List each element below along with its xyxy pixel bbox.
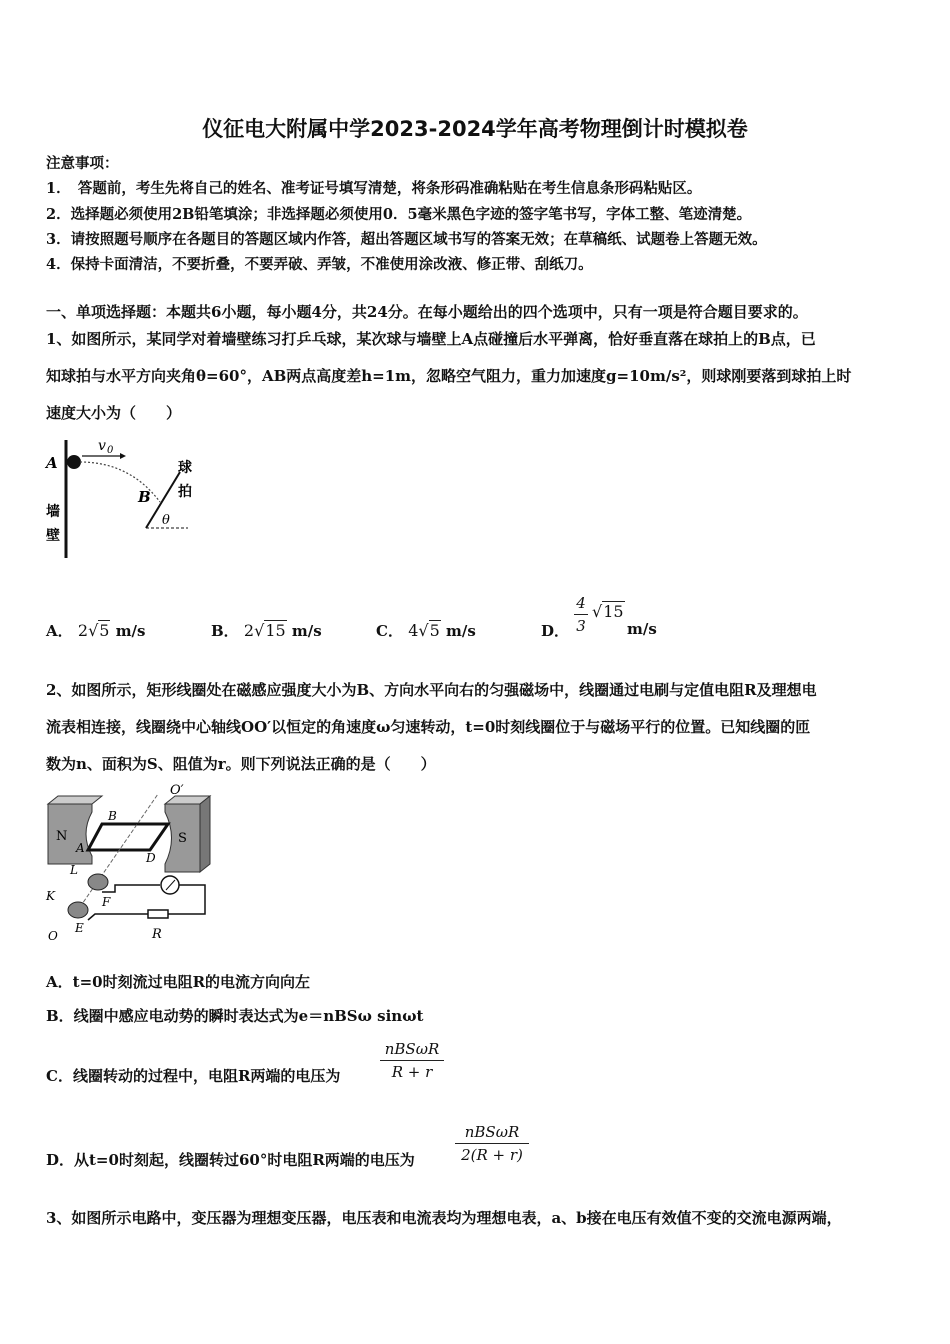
fraction-numerator: nBSωR [384,1040,440,1058]
slip-ring-2 [68,902,88,918]
q2-figure [40,782,215,944]
option-radicand: 5 [429,621,440,640]
label-wall-2: 壁 [46,528,60,544]
option-coef: 2 [77,621,89,640]
label-R: R [152,927,162,942]
resistor [148,910,168,918]
label-S: S [178,831,187,846]
q2-option-b[interactable]: B．线圈中感应电动势的瞬时表达式为e＝nBSω sinωt [46,1007,424,1025]
option-coef: 4 [408,621,419,640]
option-unit: m/s [446,622,476,640]
section-heading: 一、单项选择题：本题共6小题，每小题4分，共24分。在每小题给出的四个选项中，只有一项是符合题目要求的。 [46,303,808,321]
q1-option-a[interactable] [46,620,145,641]
q2-option-c[interactable]: C．线圈转动的过程中，电阻R两端的电压为 [46,1067,341,1085]
q2-line-1: 2、如图所示，矩形线圈处在磁感应强度大小为B、方向水平向右的匀强磁场中，线圈通过电刷与定值电阻R及理想电 [46,681,817,699]
fraction-denominator: R + r [391,1063,433,1081]
option-coef: 2 [243,621,255,640]
fraction-bar [574,614,588,615]
notice-item-2: 2．选择题必须使用2B铅笔填涂；非选择题必须使用0．5毫米黑色字迹的签字笔书写，字体工整、笔迹清楚。 [46,206,752,223]
label-D: D [146,851,156,865]
page-title: 仪征电大附属中学2023-2024学年高考物理倒计时模拟卷 [202,117,748,141]
notice-heading: 注意事项： [46,155,119,172]
q2-line-2: 流表相连接，线圈绕中心轴线OO′以恒定的角速度ω匀速转动，t=0时刻线圈位于与磁场平行的位置。已知线圈的匝 [46,718,811,736]
q2-option-d-fraction [455,1123,529,1164]
fraction-bar [380,1060,444,1061]
label-N: N [56,829,68,844]
q2-line-3: 数为n、面积为S、阻值为r。则下列说法正确的是（ ） [46,755,436,773]
q1-line-1: 1、如图所示，某同学对着墙壁练习打乒乓球，某次球与墙壁上A点碰撞后水平弹离，恰好垂直落在球拍上的B点，已 [46,330,816,348]
sqrt-sign: √ [254,621,265,640]
q1-line-3: 速度大小为（ ） [46,404,182,422]
sqrt-sign: √ [418,621,429,640]
q2-option-c-fraction [380,1040,444,1081]
option-label: C． [376,622,403,640]
magnet-south-side [200,796,210,872]
label-O: O [48,929,58,943]
label-F: F [102,895,111,909]
option-unit: m/s [115,622,146,640]
sqrt-sign: √ [88,621,99,640]
q3-line-1: 3、如图所示电路中，变压器为理想变压器，电压表和电流表均为理想电表，a、b接在电压有效值不变的交流电源两端， [46,1209,842,1227]
q2-option-d[interactable]: D．从t=0时刻起，线圈转过60°时电阻R两端的电压为 [46,1151,415,1169]
label-v0: v [98,438,106,454]
notice-item-3: 3．请按照题号顺序在各题目的答题区域内作答，超出答题区域书写的答案无效；在草稿纸、试题卷上答题无效。 [46,231,767,248]
magnet-north-top [48,796,102,804]
notice-item-1: 1． 答题前，考生先将自己的姓名、准考证号填写清楚，将条形码准确粘贴在考生信息条形码粘贴区。 [46,180,702,197]
q1-figure [40,430,210,565]
option-label: A． [46,622,73,640]
fraction-bar [455,1143,529,1144]
fraction-denominator: 3 [576,617,586,635]
q1-option-b[interactable] [211,620,322,641]
wire-bottom [88,914,148,920]
q1-option-d-unit: m/s [627,620,657,638]
q1-option-d-fraction [574,594,588,635]
slip-ring-1 [88,874,108,890]
option-label: B． [211,622,239,640]
label-K: K [46,889,55,903]
label-L: L [70,863,78,877]
option-radicand: 15 [265,621,286,640]
label-E: E [75,921,84,935]
label-wall-1: 墙 [46,504,60,520]
q2-option-a[interactable]: A．t=0时刻流过电阻R的电流方向向左 [46,973,311,991]
option-radicand: 5 [99,621,110,640]
label-racket-1: 球 [178,460,192,476]
option-unit: m/s [291,622,322,640]
ball [67,455,81,469]
label-A: A [46,454,58,472]
fraction-denominator: 2(R + r) [461,1146,523,1164]
q1-option-c[interactable] [376,620,476,641]
q1-line-2: 知球拍与水平方向夹角θ=60°，AB两点高度差h=1m，忽略空气阻力，重力加速度g=10m/s²，则球刚要落到球拍上时 [46,367,852,385]
option-radicand: 15 [603,602,624,621]
label-B: B [138,488,151,506]
fraction-numerator: nBSωR [464,1123,520,1141]
notice-item-4: 4．保持卡面清洁，不要折叠，不要弄破、弄皱，不准使用涂改液、修正带、刮纸刀。 [46,256,593,273]
wire-top [102,885,160,892]
label-v0-sub: 0 [107,445,114,456]
q1-option-d-sqrt [592,602,625,621]
label-A: A [76,841,85,855]
fraction-numerator: 4 [576,594,586,612]
label-theta: θ [162,513,170,528]
q1-option-d-label[interactable]: D． [541,622,570,640]
label-B: B [108,809,117,823]
magnet-north [48,804,92,864]
label-racket-2: 拍 [178,484,192,500]
label-O-prime: O′ [170,783,184,798]
sqrt-sign: √ [592,602,603,621]
velocity-arrowhead [120,453,126,459]
